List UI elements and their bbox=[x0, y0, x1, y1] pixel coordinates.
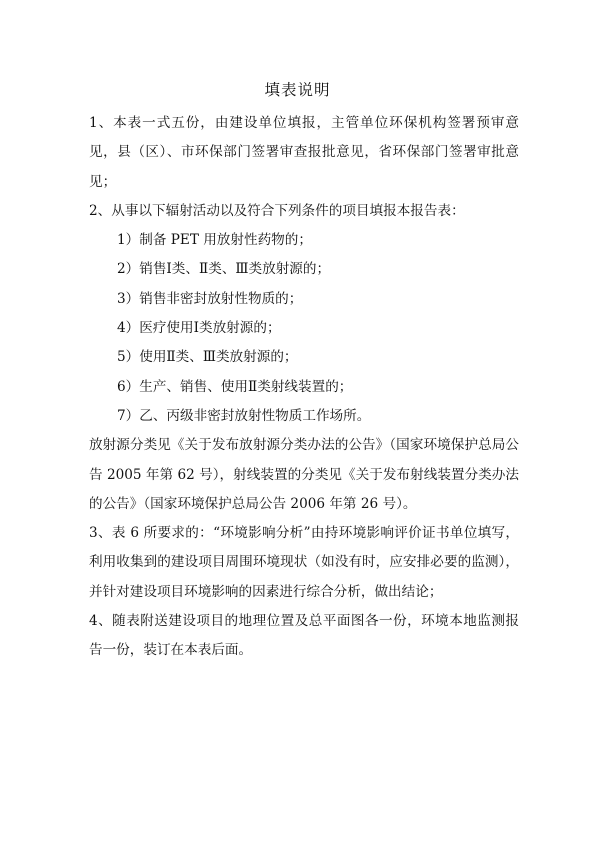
list-item-condition-6: 6）生产、销售、使用Ⅱ类射线装置的； bbox=[117, 378, 353, 395]
page-title: 填表说明 bbox=[264, 81, 331, 99]
paragraph-instruction-1: 1、本表一式五份，由建设单位填报，主管单位环保机构签署预审意见，县（区）、市环保部门签署审查报批意见，省环保部门签署审批意见； bbox=[89, 115, 519, 190]
paragraph-instruction-4: 4、随表附送建设项目的地理位置及总平面图各一份，环境本地监测报告一份，装订在本表后面。 bbox=[89, 613, 519, 659]
paragraph-instruction-2: 2、从事以下辐射活动以及符合下列条件的项目填报本报告表： bbox=[89, 202, 465, 219]
list-item-condition-7: 7）乙、丙级非密封放射性物质工作场所。 bbox=[117, 407, 371, 424]
list-item-condition-2: 2）销售Ⅰ类、Ⅱ类、Ⅲ类放射源的； bbox=[117, 261, 331, 278]
paragraph-classification-note: 放射源分类见《关于发布放射源分类办法的公告》（国家环境保护总局公告 2005 年第 62 号），射线装置的分类见《关于发布射线装置分类办法的公告》（国家环境保护总局公告 2006 年第 26 号）。 bbox=[89, 437, 519, 512]
paragraph-instruction-3: 3、表 6 所要求的：“环境影响分析”由持环境影响评价证书单位填写，利用收集到的建设项目周围环境现状（如没有时，应安排必要的监测），并针对建设项目环境影响的因素进行综合分析，做出结论； bbox=[89, 525, 519, 600]
list-item-condition-1: 1）制备 PET 用放射性药物的； bbox=[117, 232, 312, 249]
list-item-condition-4: 4）医疗使用Ⅰ类放射源的； bbox=[117, 320, 281, 337]
list-item-condition-5: 5）使用Ⅱ类、Ⅲ类放射源的； bbox=[117, 349, 298, 366]
instructions-body bbox=[89, 109, 519, 666]
list-item-condition-3: 3）销售非密封放射性物质的； bbox=[117, 290, 303, 307]
